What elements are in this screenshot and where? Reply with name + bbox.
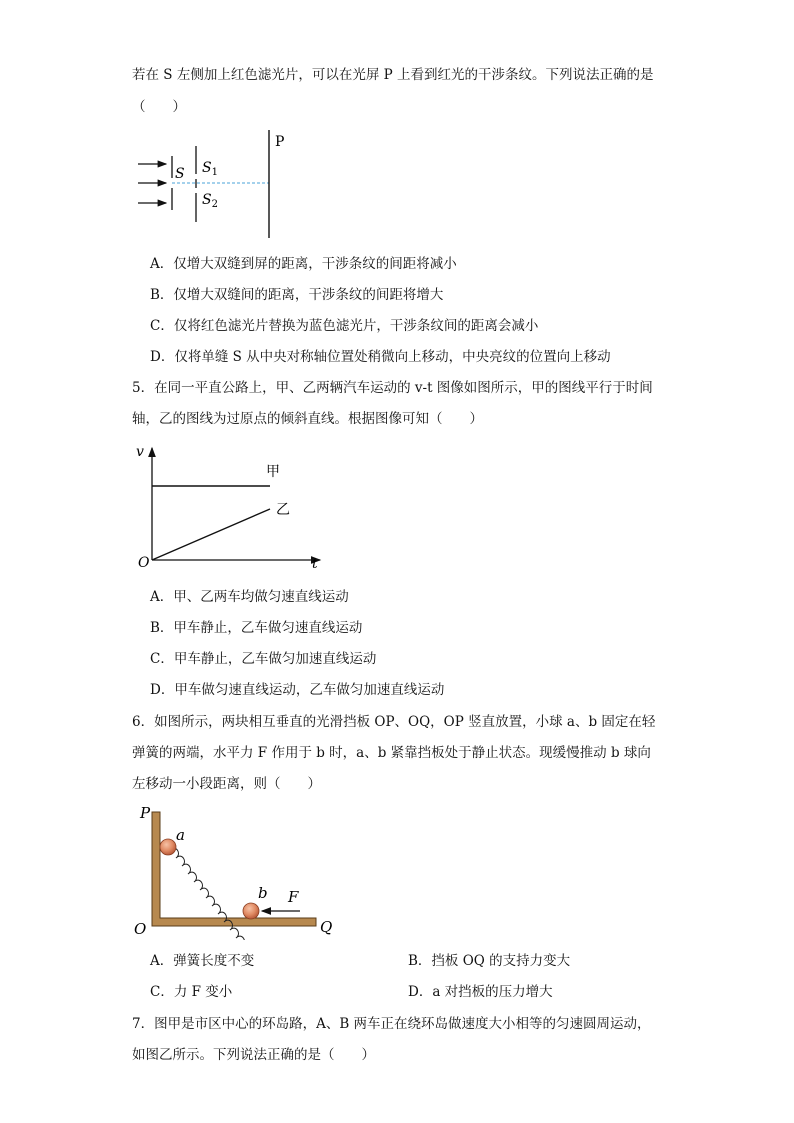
q4-option-a: A．仅增大双缝到屏的距离，干涉条纹的间距将减小 [150, 256, 457, 272]
label-b: b [258, 884, 268, 902]
q7-stem-line1: 7．图甲是市区中心的环岛路，A、B 两车正在绕环岛做速度大小相等的匀速圆周运动， [132, 1016, 651, 1032]
q6-option-a: A．弹簧长度不变 [150, 953, 255, 969]
label-S2: $S_2$ [202, 192, 218, 210]
ball-b [243, 903, 259, 919]
v-t-graph [132, 440, 332, 572]
q5-stem-line2: 轴，乙的图线为过原点的倾斜直线。根据图像可知（ ） [132, 411, 483, 427]
q4-option-b: B．仅增大双缝间的距离，干涉条纹的间距将增大 [150, 287, 444, 303]
q5-option-a: A．甲、乙两车均做匀速直线运动 [150, 589, 349, 605]
label-yi: 乙 [276, 502, 290, 518]
double-slit-figure [132, 126, 302, 242]
q6-stem-line1: 6．如图所示，两块相互垂直的光滑挡板 OP、OQ，OP 竖直放置，小球 a、b 固定在轻 [132, 714, 656, 730]
q5-stem-line1: 5．在同一平直公路上，甲、乙两辆汽车运动的 v-t 图像如图所示，甲的图线平行于时间 [132, 380, 653, 396]
q6-option-d: D．a 对挡板的压力增大 [408, 984, 553, 1000]
label-S1: $S_1$ [202, 160, 218, 178]
q7-stem-line2: 如图乙所示。下列说法正确的是（ ） [132, 1047, 375, 1063]
label-v: v [136, 444, 144, 460]
label-P: P [275, 134, 285, 150]
yi-line [152, 509, 270, 560]
q5-option-d: D．甲车做匀速直线运动，乙车做匀加速直线运动 [150, 682, 445, 698]
q6-option-c: C．力 F 变小 [150, 984, 233, 1000]
label-O: O [134, 920, 147, 938]
ball-a [160, 839, 176, 855]
label-a: a [176, 826, 185, 844]
label-F: F [288, 888, 299, 906]
q5-option-b: B．甲车静止，乙车做匀速直线运动 [150, 620, 363, 636]
label-O: O [138, 555, 150, 571]
q5-option-c: C．甲车静止，乙车做匀加速直线运动 [150, 651, 377, 667]
q6-stem-line2: 弹簧的两端，水平力 F 作用于 b 时，a、b 紧靠挡板处于静止状态。现缓慢推动 b 球向 [132, 745, 651, 761]
q6-stem-line3: 左移动一小段距离，则（ ） [132, 776, 321, 792]
label-S: S [175, 166, 185, 182]
spring-balls-figure [130, 800, 340, 940]
q4-option-c: C．仅将红色滤光片替换为蓝色滤光片，干涉条纹间的距离会减小 [150, 318, 539, 334]
q4-option-d: D．仅将单缝 S 从中央对称轴位置处稍微向上移动，中央亮纹的位置向上移动 [150, 349, 611, 365]
q4-stem-line2: （ ） [132, 99, 186, 115]
label-jia: 甲 [266, 464, 280, 480]
label-Q: Q [320, 918, 333, 936]
incoming-light-arrows [138, 164, 166, 203]
label-P: P [140, 804, 151, 822]
q4-stem-line1: 若在 S 左侧加上红色滤光片，可以在光屏 P 上看到红光的干涉条纹。下列说法正确的是 [132, 67, 654, 83]
q6-option-b: B．挡板 OQ 的支持力变大 [408, 953, 571, 969]
label-t: t [312, 556, 318, 572]
